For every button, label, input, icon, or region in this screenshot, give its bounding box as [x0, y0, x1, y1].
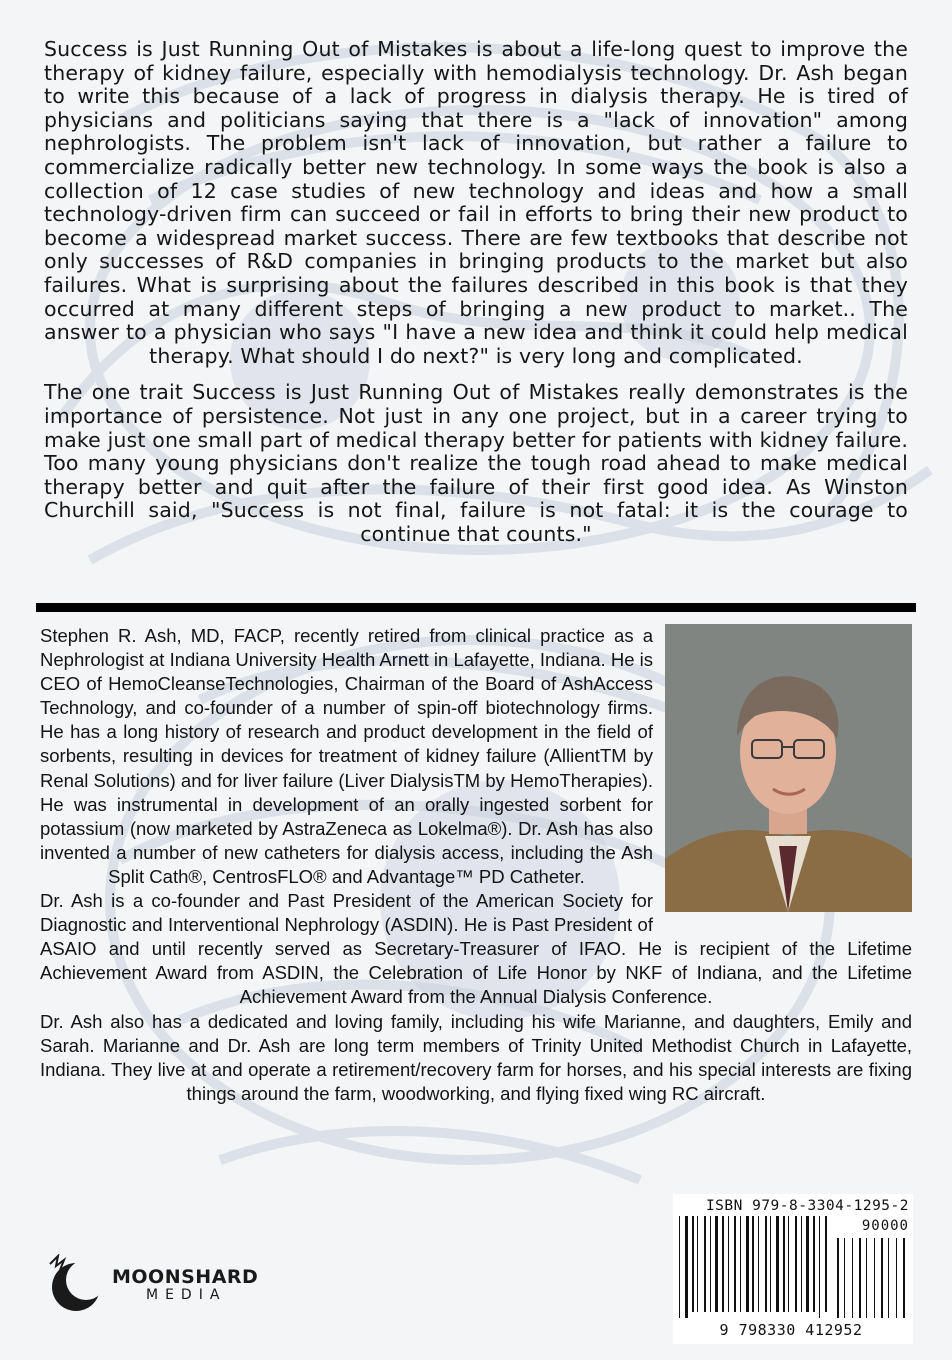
- publisher-logo: [44, 1254, 258, 1316]
- section-divider: [36, 603, 916, 612]
- bio-paragraph-1: Stephen R. Ash, MD, FACP, recently retired from clinical practice as a Nephrologist at Indiana University Health Arnett in Lafayette, Indiana. He is CEO of HemoCleanseTechnologies, Chairman of the Board of AshAccess Technology, and co-founder of a number of spin-off biotechnology firms. He has a long history of research and product development in the field of sorbents, resulting in devices for treatment of kidney failure (AllientTM by Renal Solutions) and for liver failure (Liver DialysisTM by HemoTherapies). He was instrumental in development of an orally ingested sorbent for potassium (now marketed by AstraZeneca as Lokelma®). Dr. Ash has also invented a number of new catheters for dialysis access, including the Ash Split Cath®, CentrosFLO® and Advantage™ PD Catheter.: [40, 625, 653, 887]
- author-photo: [665, 624, 912, 912]
- barcode-addon: 90000: [861, 1218, 909, 1234]
- barcode-number: 9 798330 412952: [719, 1321, 863, 1339]
- publisher-name: MOONSHARD: [112, 1266, 259, 1288]
- author-bio: [40, 624, 912, 1106]
- description-paragraph-2: The one trait Success is Just Running Out of Mistakes really demonstrates is the importance of persistence. Not just in any one project, but in a career trying to make just one small part of medical therapy better for patients with kidney failure. Too many young physicians don't realize the tough road ahead to make medical therapy better and quit after the failure of their first good idea. As Winston Churchill said, "Success is not final, failure is not fatal: it is the courage to continue that counts.": [44, 380, 908, 546]
- isbn-barcode: [673, 1194, 913, 1344]
- isbn-label: ISBN 979-8-3304-1295-2: [705, 1198, 909, 1214]
- moon-logo-icon: [44, 1254, 104, 1316]
- book-description: [44, 38, 908, 559]
- bio-paragraph-2: Dr. Ash is a co-founder and Past President of the American Society for Diagnostic and Interventional Nephrology (ASDIN). He is Past President of ASAIO and until recently served as Secretary-Treasurer of IFAO. He is recipient of the Lifetime Achievement Award from ASDIN, the Celebration of Life Honor by NKF of Indiana, and the Lifetime Achievement Award from the Annual Dialysis Conference.: [40, 890, 912, 1008]
- description-paragraph-1: Success is Just Running Out of Mistakes is about a life-long quest to improve the therapy of kidney failure, especially with hemodialysis technology. Dr. Ash began to write this because of a lack of progress in dialysis therapy. He is tired of physicians and politicians saying that there is a "lack of innovation" among nephrologists. The problem isn't lack of innovation, but rather a failure to commercialize radically better new technology. In some ways the book is also a collection of 12 case studies of new technology and ideas and how a small technology-driven firm can succeed or fail in efforts to bring their new product to become a widespread market success. There are few textbooks that describe not only successes of R&D companies in bringing products to the market but also failures. What is surprising about the failures described in this book is that they occurred at many different steps of bringing a new product to market.. The answer to a physician who says "I have a new idea and think it could help medical therapy. What should I do next?" is very long and complicated.: [44, 37, 908, 368]
- publisher-sub: MEDIA: [146, 1287, 227, 1303]
- bio-paragraph-3: Dr. Ash also has a dedicated and loving family, including his wife Marianne, and daughters, Emily and Sarah. Marianne and Dr. Ash are long term members of Trinity United Methodist Church in Lafayette, Indiana. They live at and operate a retirement/recovery farm for horses, and his special interests are fixing things around the farm, woodworking, and flying fixed wing RC aircraft.: [40, 1010, 912, 1104]
